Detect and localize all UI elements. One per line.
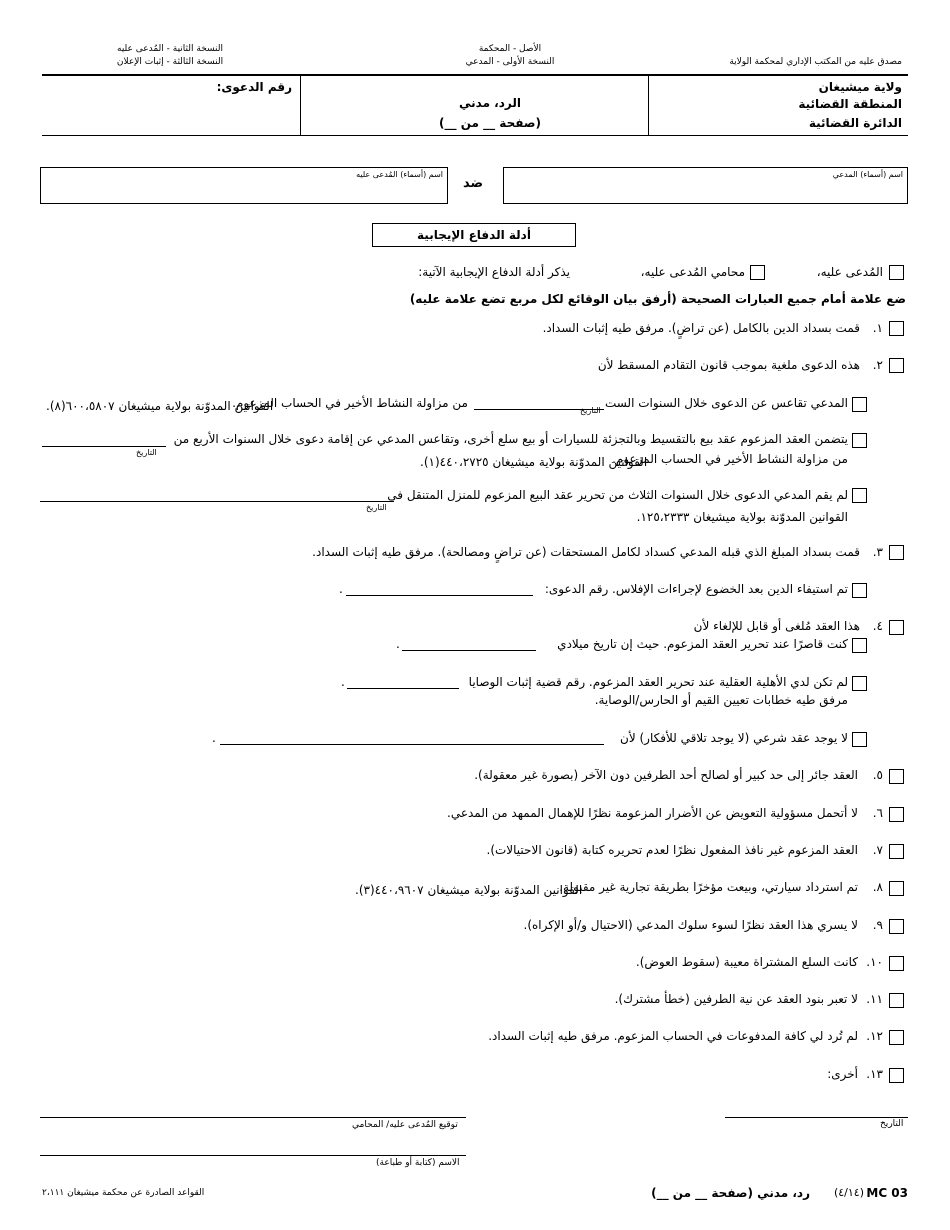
item-8-text: تم استرداد سيارتي، وبيعت مؤخرًا بطريقة تجارية غير مقبولة.	[559, 880, 858, 894]
item-2a-law: القوانين المدوّنة بولاية ميشيغان ٦٠٠،٥٨٠٧(٨).	[46, 399, 274, 413]
item-6-number: ٦.	[872, 806, 883, 820]
item-2a-date-label: التاريخ	[580, 406, 601, 415]
versus-label: ضد	[462, 176, 484, 191]
item-2c-law: القوانين المدوّنة بولاية ميشيغان ١٢٥،٢٣٣٣.	[636, 510, 848, 524]
item-4b-probate-field[interactable]	[347, 688, 459, 689]
form-code: MC 03	[866, 1186, 908, 1200]
item-2b-law: القوانين المدوّنة بولاية ميشيغان ٤٤٠،٢٧٢٥(١).	[420, 455, 648, 469]
copy-third: النسخة الثالثة - إثبات الإعلان	[116, 57, 224, 67]
item-5-text: العقد جائر إلى حد كبير أو لصالح أحد الطرفين دون الآخر (بصورة غير معقولة).	[474, 768, 858, 782]
item-2a-text-pre: المدعي تقاعس عن الدعوى خلال السنوات الست	[604, 396, 848, 410]
item-6-text: لا أتحمل مسؤولية التعويض عن الأضرار المزعومة نظرًا للإهمال الممهد من المدعي.	[447, 806, 858, 820]
item-2a-text-post: من مزاولة النشاط الأخير في الحساب المزعوم.	[232, 396, 468, 410]
plaintiff-name-field[interactable]	[503, 167, 908, 204]
district-label: المنطقة القضائية	[798, 97, 902, 111]
item-4b-checkbox[interactable]	[852, 676, 867, 691]
item-13-checkbox[interactable]	[889, 1068, 904, 1083]
item-4b-period: .	[341, 675, 345, 689]
item-4-number: ٤.	[872, 619, 883, 633]
item-2b-text-1: يتضمن العقد المزعوم عقد بيع بالتقسيط وبالتجزئة للسيارات أو بيع سلع أخرى، وتقاعس المدعي عن إقامة دعوى خلال السنوات الأربع من	[173, 432, 848, 446]
item-7-checkbox[interactable]	[889, 844, 904, 859]
item-12-checkbox[interactable]	[889, 1030, 904, 1045]
defendant-label: اسم (أسماء) المُدعى عليه	[356, 170, 443, 179]
item-2b-date-label: التاريخ	[136, 448, 157, 457]
item-2b-text-2: من مزاولة النشاط الأخير في الحساب المزعوم.	[612, 452, 848, 466]
date-signature-label: التاريخ	[880, 1119, 904, 1129]
item-4c-checkbox[interactable]	[852, 732, 867, 747]
section-title: أدلة الدفاع الإيجابية	[372, 223, 576, 247]
item-13-number: ١٣.	[866, 1067, 883, 1081]
item-4c-text: لا يوجد عقد شرعي (لا يوجد تلاقي للأفكار) لأن	[620, 731, 848, 745]
item-3-number: ٣.	[872, 545, 883, 559]
footer-title: رد، مدني (صفحة __ من __)	[651, 1186, 810, 1200]
item-2c-date-field[interactable]	[40, 501, 394, 502]
printed-name-label: الاسم (كتابة أو طباعة)	[376, 1158, 460, 1168]
item-10-text: كانت السلع المشتراة معيبة (سقوط العوض).	[635, 955, 858, 969]
item-2b-checkbox[interactable]	[852, 433, 867, 448]
defendant-checkbox[interactable]	[889, 265, 904, 280]
item-1-text: قمت بسداد الدين بالكامل (عن تراضٍ). مرفق طيه إثبات السداد.	[542, 321, 860, 335]
item-4b-text-1: لم تكن لدي الأهلية العقلية عند تحرير العقد المزعوم. رقم قضية إثبات الوصايا	[468, 675, 848, 689]
court-rules: القواعد الصادرة عن محكمة ميشيغان ٢،١١١	[42, 1188, 205, 1198]
item-8-number: ٨.	[872, 880, 883, 894]
page-of: (صفحة __ من __)	[439, 116, 541, 130]
item-4-text: هذا العقد مُلغى أو قابل للإلغاء لأن	[693, 619, 860, 633]
item-4a-birthdate-field[interactable]	[402, 650, 536, 651]
item-5-checkbox[interactable]	[889, 769, 904, 784]
circuit-label: الدائرة القضائية	[808, 116, 902, 130]
copy-first: النسخة الأولى - المدعي	[465, 57, 555, 67]
signature-field[interactable]	[40, 1117, 466, 1118]
item-2c-date-label: التاريخ	[366, 503, 387, 512]
defendant-option-label: المُدعى عليه،	[816, 265, 883, 279]
item-4-checkbox[interactable]	[889, 620, 904, 635]
item-4a-period: .	[396, 637, 400, 651]
item-4c-period: .	[212, 731, 216, 745]
case-number-label: رقم الدعوى:	[216, 80, 292, 94]
item-4b-text-2: مرفق طيه خطابات تعيين القيم أو الحارس/الوصاية.	[594, 693, 848, 707]
item-3-text: قمت بسداد المبلغ الذي قبله المدعي كسداد لكامل المستحقات (عن تراضٍ ومصالحة). مرفق طيه إثبات السداد.	[312, 545, 860, 559]
item-9-checkbox[interactable]	[889, 919, 904, 934]
approval-note: مصدق عليه من المكتب الإداري لمحكمة الولاية	[729, 57, 902, 67]
copy-second: النسخة الثانية - المُدعى عليه	[117, 44, 223, 54]
printed-name-field[interactable]	[40, 1155, 466, 1156]
item-4a-checkbox[interactable]	[852, 638, 867, 653]
item-8-checkbox[interactable]	[889, 881, 904, 896]
item-2-text: هذه الدعوى ملغية بموجب قانون التقادم المسقط لأن	[597, 358, 860, 372]
item-2-number: ٢.	[872, 358, 883, 372]
item-8-law: القوانين المدوّنة بولاية ميشيغان ٤٤٠،٩٦٠٧(٣).	[355, 883, 583, 897]
form-title: الرد، مدني	[459, 96, 521, 110]
item-3a-text: تم استيفاء الدين بعد الخضوع لإجراءات الإفلاس. رقم الدعوى:	[544, 582, 848, 596]
item-9-text: لا يسري هذا العقد نظرًا لسوء سلوك المدعي (الاحتيال و/أو الإكراه).	[523, 918, 858, 932]
item-3a-case-field[interactable]	[346, 595, 533, 596]
defendant-name-field[interactable]	[40, 167, 448, 204]
item-3a-period: .	[339, 582, 343, 596]
item-4a-text: كنت قاصرًا عند تحرير العقد المزعوم. حيث إن تاريخ ميلادي	[557, 637, 848, 651]
attorney-checkbox[interactable]	[750, 265, 765, 280]
item-11-number: ١١.	[866, 992, 883, 1006]
state-name: ولاية ميشيغان	[818, 80, 902, 94]
item-3-checkbox[interactable]	[889, 545, 904, 560]
item-12-number: ١٢.	[866, 1029, 883, 1043]
form-revision: (٤/١٤)	[833, 1186, 864, 1199]
item-3a-checkbox[interactable]	[852, 583, 867, 598]
intro-statement: يذكر أدلة الدفاع الإيجابية الآتية:	[418, 265, 570, 279]
signature-label: توقيع المُدعى عليه/ المحامي	[352, 1120, 458, 1130]
item-9-number: ٩.	[872, 918, 883, 932]
attorney-option-label: محامي المُدعى عليه،	[640, 265, 745, 279]
item-10-number: ١٠.	[866, 955, 883, 969]
item-6-checkbox[interactable]	[889, 807, 904, 822]
item-2a-checkbox[interactable]	[852, 397, 867, 412]
item-4c-reason-field[interactable]	[220, 744, 604, 745]
item-7-text: العقد المزعوم غير نافذ المفعول نظرًا لعدم تحريره كتابة (قانون الاحتيالات).	[486, 843, 858, 857]
copy-original: الأصل - المحكمة	[478, 44, 542, 54]
item-2c-text: لم يقم المدعي الدعوى خلال السنوات الثلاث من تحرير عقد البيع المزعوم للمنزل المتنقل في	[387, 488, 848, 502]
item-2-checkbox[interactable]	[889, 358, 904, 373]
date-signature-field[interactable]	[725, 1117, 908, 1118]
item-12-text: لم تُرد لي كافة المدفوعات في الحساب المزعوم. مرفق طيه إثبات السداد.	[488, 1029, 858, 1043]
item-11-text: لا تعبر بنود العقد عن نية الطرفين (خطأ مشترك).	[614, 992, 858, 1006]
instruction: ضع علامة أمام جميع العبارات الصحيحة (أرفق بيان الوقائع لكل مربع تضع علامة عليه)	[409, 292, 906, 306]
item-2c-checkbox[interactable]	[852, 488, 867, 503]
item-2b-date-field[interactable]	[42, 446, 166, 447]
item-11-checkbox[interactable]	[889, 993, 904, 1008]
item-5-number: ٥.	[872, 768, 883, 782]
item-13-text: أخرى:	[827, 1067, 858, 1081]
plaintiff-label: اسم (أسماء) المدعي	[832, 170, 903, 179]
item-7-number: ٧.	[872, 843, 883, 857]
item-10-checkbox[interactable]	[889, 956, 904, 971]
item-1-number: ١.	[872, 321, 883, 335]
item-1-checkbox[interactable]	[889, 321, 904, 336]
